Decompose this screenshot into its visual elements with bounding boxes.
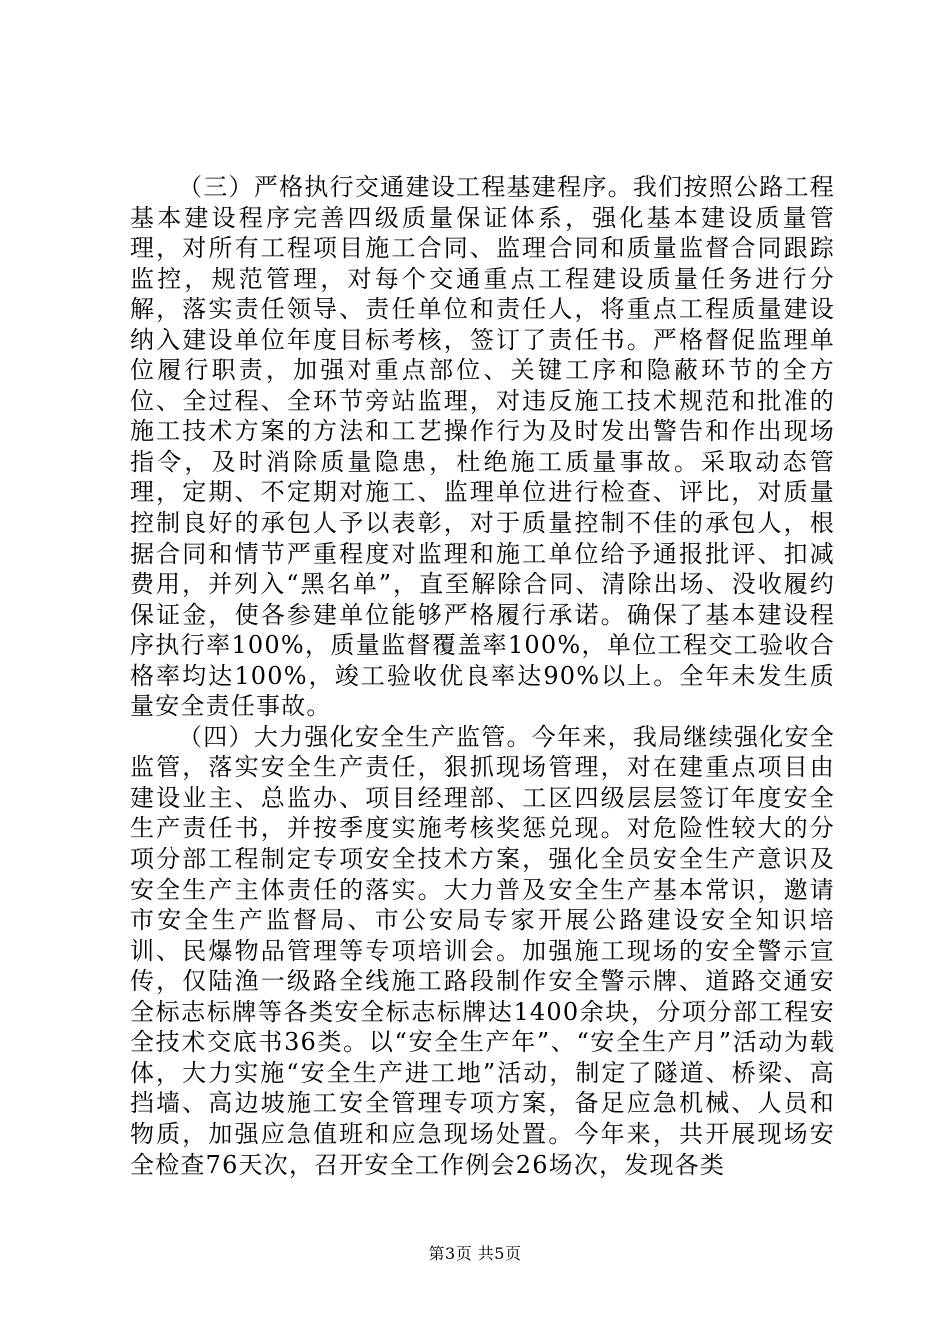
page-footer: 第3页 共5页	[428, 1244, 522, 1263]
paragraph-section-3: （三）严格执行交通建设工程基建程序。我们按照公路工程基本建设程序完善四级质量保证体系，强化基本建设质量管理，对所有工程项目施工合同、监理合同和质量监督合同跟踪监控，规范管理，对每个交通重点工程建设质量任务进行分解，落实责任领导、责任单位和责任人，将重点工程质量建设纳入建设单位年度目标考核，签订了责任书。严格督促监理单位履行职责，加强对重点部位、关键工序和隐蔽环节的全方位、全过程、全环节旁站监理，对违反施工技术规范和批准的施工技术方案的方法和工艺操作行为及时发出警告和作出现场指令，及时消除质量隐患，杜绝施工质量事故。采取动态管理，定期、不定期对施工、监理单位进行检查、评比，对质量控制良好的承包人予以表彰，对于质量控制不佳的承包人，根据合同和情节严重程度对监理和施工单位给予通报批评、扣减费用，并列入“黑名单”，直至解除合同、清除出场、没收履约保证金，使各参建单位能够严格履行承诺。确保了基本建设程序执行率100%，质量监督覆盖率100%，单位工程交工验收合格率均达100%，竣工验收优良率达90%以上。全年未发生质量安全责任事故。	[130, 173, 835, 721]
body-text	[130, 172, 835, 1180]
paragraph-section-4: （四）大力强化安全生产监管。今年来，我局继续强化安全监管，落实安全生产责任，狠抓现场管理，对在建重点项目由建设业主、总监办、项目经理部、工区四级层层签订年度安全生产责任书，并按季度实施考核奖惩兑现。对危险性较大的分项分部工程制定专项安全技术方案，强化全员安全生产意识及安全生产主体责任的落实。大力普及安全生产基本常识，邀请市安全生产监督局、市公安局专家开展公路建设安全知识培训、民爆物品管理等专项培训会。加强施工现场的安全警示宣传，仅陆渔一级路全线施工路段制作安全警示牌、道路交通安全标志标牌等各类安全标志标牌达1400余块，分项分部工程安全技术交底书36类。以“安全生产年”、“安全生产月”活动为载体，大力实施“安全生产进工地”活动，制定了隧道、桥梁、高挡墙、高边坡施工安全管理专项方案，备足应急机械、人员和物质，加强应急值班和应急现场处置。今年来，共开展现场安全检查76天次，召开安全工作例会26场次，发现各类	[130, 722, 835, 1179]
